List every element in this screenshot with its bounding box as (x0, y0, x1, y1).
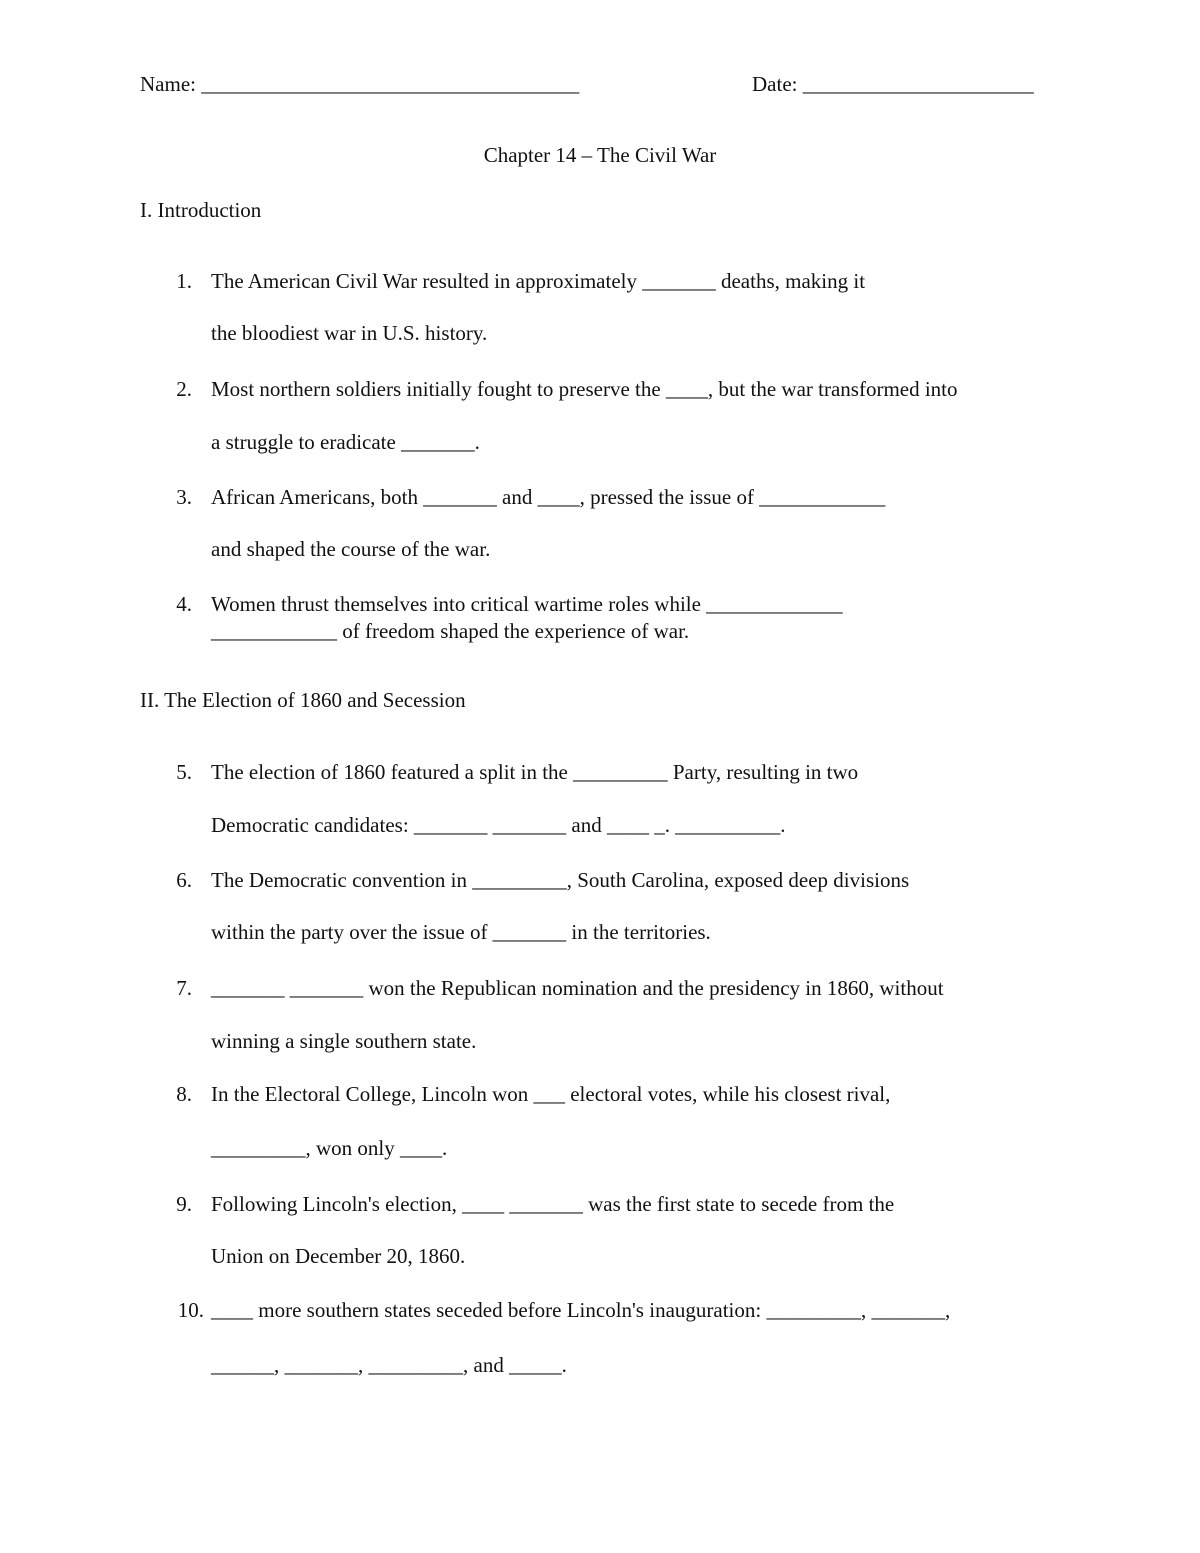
question-number: 6. (176, 868, 192, 892)
question-number: 8. (176, 1082, 192, 1106)
question-number: 1. (176, 269, 192, 293)
question-text-line: Democratic candidates: _______ _______ and ____ _. __________. (211, 813, 786, 837)
question-text-line: ____ more southern states seceded before Lincoln's inauguration: _________, _______, (211, 1298, 951, 1322)
question-text-line: Women thrust themselves into critical wartime roles while _____________ (211, 592, 843, 616)
question-text-line: The Democratic convention in _________, South Carolina, exposed deep divisions (211, 868, 910, 892)
question-text-line: ______, _______, _________, and _____. (211, 1353, 567, 1377)
question-number: 2. (176, 377, 192, 401)
question-number: 10. (177, 1298, 204, 1322)
section-heading-election-1860: II. The Election of 1860 and Secession (140, 688, 466, 712)
question-number: 4. (176, 592, 192, 616)
question-text-line: Following Lincoln's election, ____ _______ was the first state to secede from the (211, 1192, 895, 1216)
question-number: 5. (176, 760, 192, 784)
date-field-label: Date: ______________________ (752, 72, 1034, 96)
question-text-line: and shaped the course of the war. (211, 537, 491, 561)
question-number: 9. (176, 1192, 192, 1216)
question-text-line: ____________ of freedom shaped the experience of war. (211, 619, 690, 643)
question-text-line: The American Civil War resulted in approximately _______ deaths, making it (211, 269, 866, 293)
question-text-line: a struggle to eradicate _______. (211, 430, 480, 454)
section-heading-introduction: I. Introduction (140, 198, 262, 222)
question-text-line: The election of 1860 featured a split in the _________ Party, resulting in two (211, 760, 859, 784)
question-text-line: winning a single southern state. (211, 1029, 477, 1053)
question-text-line: within the party over the issue of _______ in the territories. (211, 920, 711, 944)
question-number: 7. (176, 976, 192, 1000)
name-field-label: Name: ____________________________________ (140, 72, 580, 96)
page-title: Chapter 14 – The Civil War (483, 143, 717, 167)
question-text-line: _________, won only ____. (211, 1136, 448, 1160)
question-text-line: In the Electoral College, Lincoln won ___ electoral votes, while his closest rival, (211, 1082, 891, 1106)
question-text-line: _______ _______ won the Republican nomination and the presidency in 1860, without (211, 976, 944, 1000)
question-number: 3. (176, 485, 192, 509)
question-text-line: Union on December 20, 1860. (211, 1244, 466, 1268)
question-text-line: Most northern soldiers initially fought to preserve the ____, but the war transformed into (211, 377, 958, 401)
question-text-line: the bloodiest war in U.S. history. (211, 321, 488, 345)
question-text-line: African Americans, both _______ and ____, pressed the issue of ____________ (211, 485, 886, 509)
